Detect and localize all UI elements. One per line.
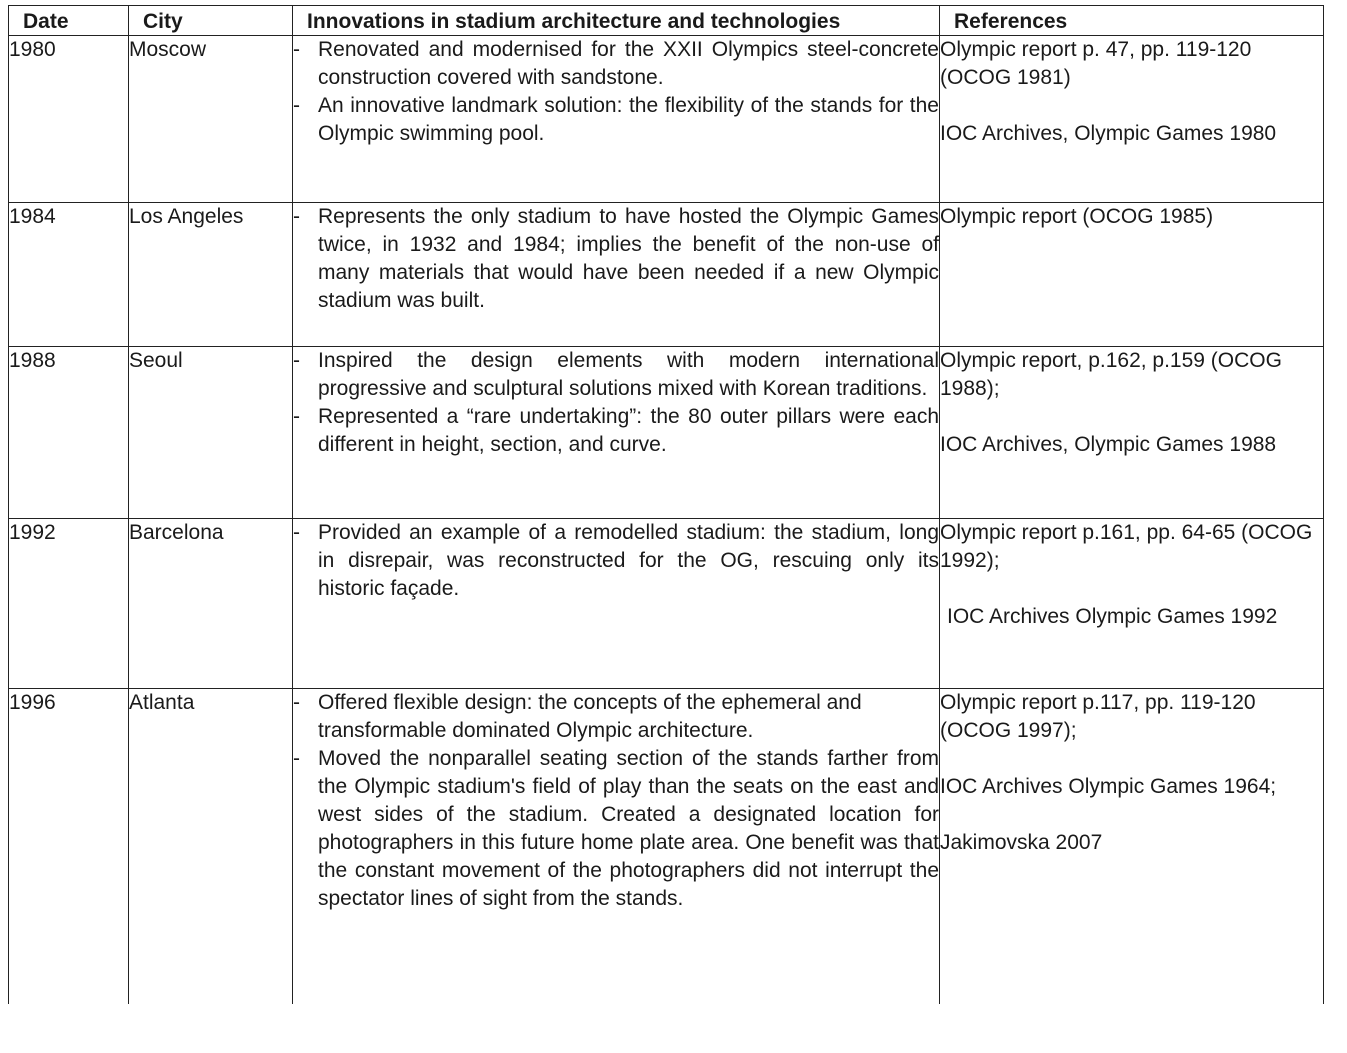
reference-item: Jakimovska 2007 xyxy=(940,831,1103,854)
header-innovations: Innovations in stadium architecture and technologies xyxy=(293,6,940,36)
reference-item: IOC Archives Olympic Games 1964; xyxy=(940,775,1277,798)
city-cell: Seoul xyxy=(129,347,293,519)
reference-item: Olympic report, p.162, p.159 (OCOG 1988); xyxy=(940,349,1282,400)
innovation-text: An innovative landmark solution: the flexibility of the stands for the Olympic swimming pool. xyxy=(318,94,939,145)
date-cell: 1992 xyxy=(9,519,129,689)
city-cell: Atlanta xyxy=(129,689,293,1005)
reference-item: Olympic report p.117, pp. 119-120 (OCOG 1997); xyxy=(940,691,1256,742)
date-cell: 1984 xyxy=(9,203,129,347)
table-row xyxy=(9,347,1324,519)
bullet-dash: - xyxy=(293,349,300,372)
references-cell xyxy=(940,36,1324,203)
header-date: Date xyxy=(9,6,129,36)
reference-item: Olympic report p.161, pp. 64-65 (OCOG 1992); xyxy=(940,521,1313,572)
date-cell: 1980 xyxy=(9,36,129,203)
innovation-item xyxy=(293,347,939,403)
bullet-dash: - xyxy=(293,521,300,544)
innovations-cell xyxy=(293,519,940,689)
header-row xyxy=(9,6,1324,36)
innovation-item xyxy=(293,92,939,148)
innovation-text: Moved the nonparallel seating section of the stands farther from the Olympic stadium's field of play than the seats on the east and west sides of the stadium. Created a designated location for photographers in this future home plate area. One benefit was that the constant movement of the photographers did not interrupt the spectator lines of sight from the stands. xyxy=(318,747,939,910)
innovation-item xyxy=(293,36,939,92)
table-row xyxy=(9,689,1324,1005)
innovation-text: Represents the only stadium to have hosted the Olympic Games twice, in 1932 and 1984; implies the benefit of the non-use of many materials that would have been needed if a new Olympic stadium was built. xyxy=(318,205,939,312)
date-cell: 1988 xyxy=(9,347,129,519)
bullet-dash: - xyxy=(293,747,300,770)
table-row xyxy=(9,36,1324,203)
city-cell: Los Angeles xyxy=(129,203,293,347)
innovation-text: Provided an example of a remodelled stadium: the stadium, long in disrepair, was reconstructed for the OG, rescuing only its historic façade. xyxy=(318,521,939,600)
reference-item: Olympic report (OCOG 1985) xyxy=(940,205,1214,228)
bullet-dash: - xyxy=(293,38,300,61)
references-cell xyxy=(940,203,1324,347)
table-row xyxy=(9,519,1324,689)
innovation-item xyxy=(293,519,939,603)
innovation-item xyxy=(293,689,939,745)
innovations-cell xyxy=(293,36,940,203)
city-cell: Moscow xyxy=(129,36,293,203)
innovations-cell xyxy=(293,203,940,347)
innovations-cell xyxy=(293,347,940,519)
references-cell xyxy=(940,689,1324,1005)
city-cell: Barcelona xyxy=(129,519,293,689)
innovations-cell xyxy=(293,689,940,1005)
bullet-dash: - xyxy=(293,205,300,228)
header-references: References xyxy=(940,6,1324,36)
date-cell: 1996 xyxy=(9,689,129,1005)
innovation-item xyxy=(293,203,939,315)
bullet-dash: - xyxy=(293,405,300,428)
bullet-dash: - xyxy=(293,691,300,714)
innovation-text: Offered flexible design: the concepts of the ephemeral and transformable dominated Olympic architecture. xyxy=(318,691,862,742)
references-cell xyxy=(940,519,1324,689)
header-city: City xyxy=(129,6,293,36)
stadium-innovations-table xyxy=(8,5,1324,1004)
innovation-item xyxy=(293,745,939,913)
reference-item: Olympic report p. 47, pp. 119-120 (OCOG 1981) xyxy=(940,38,1252,89)
table-row xyxy=(9,203,1324,347)
reference-item: IOC Archives, Olympic Games 1980 xyxy=(940,122,1277,145)
bullet-dash: - xyxy=(293,94,300,117)
reference-item: IOC Archives Olympic Games 1992 xyxy=(947,605,1278,628)
references-cell xyxy=(940,347,1324,519)
innovation-text: Inspired the design elements with modern international progressive and sculptural solutions mixed with Korean traditions. xyxy=(318,349,939,400)
innovation-item xyxy=(293,403,939,459)
reference-item: IOC Archives, Olympic Games 1988 xyxy=(940,433,1277,456)
innovation-text: Represented a “rare undertaking”: the 80 outer pillars were each different in height, section, and curve. xyxy=(318,405,939,456)
innovation-text: Renovated and modernised for the XXII Olympics steel-concrete construction covered with sandstone. xyxy=(318,38,939,89)
